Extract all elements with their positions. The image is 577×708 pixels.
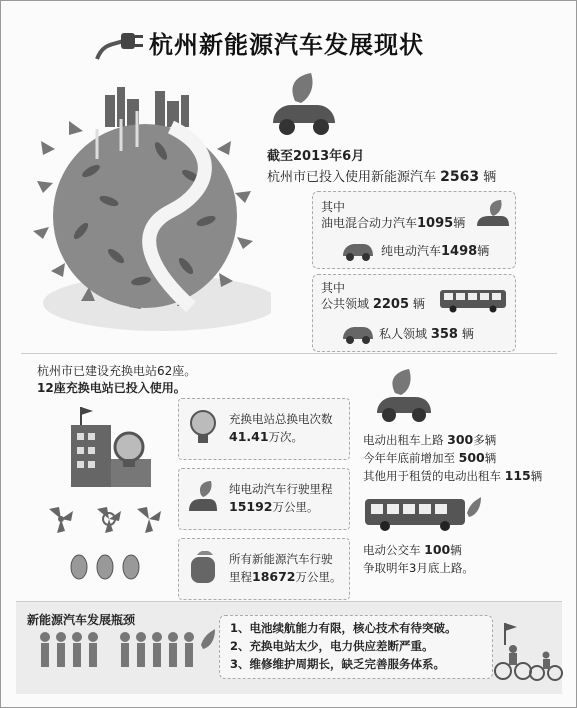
- private-label: 私人领域: [379, 327, 428, 341]
- leaf-car-icon-small: [187, 481, 219, 517]
- bottleneck-item: 2、充换电站太少，电力供应差断严重。: [230, 639, 434, 653]
- lightbulb-icon: [187, 409, 219, 449]
- private-unit: 辆: [461, 327, 474, 341]
- electric-bus-icon: [363, 495, 483, 533]
- swap-number: 41.41: [229, 429, 269, 444]
- summary-total: [267, 167, 496, 188]
- private-number: 358: [430, 327, 458, 342]
- station-line-1: 杭州市已建设充换电站62座。: [37, 364, 197, 378]
- all-mileage-label: 所有新能源汽车行驶: [229, 552, 333, 566]
- swap-stat: [229, 411, 333, 446]
- taxi-line-2: [363, 449, 542, 467]
- taxi-line-3: [363, 467, 542, 485]
- bus-l1-label: 电动公交车: [363, 543, 421, 557]
- taxi-l2-unit: 辆: [484, 451, 497, 465]
- bottleneck-item: 3、维修维护周期长，缺乏完善服务体系。: [230, 657, 445, 671]
- ev-mileage-box: [178, 468, 350, 530]
- hybrid-number: 1095: [417, 216, 454, 231]
- taxi-l1-label: 电动出租车上路: [363, 433, 444, 447]
- swap-unit: 万次。: [268, 430, 304, 444]
- leaf-car-icon: [269, 71, 339, 141]
- charging-station-illustration: [61, 403, 161, 493]
- all-mileage-number: 18672: [252, 569, 296, 584]
- pure-ev-stat: [381, 242, 489, 261]
- bottleneck-list: [219, 615, 493, 679]
- all-mileage-stat: [229, 551, 342, 586]
- bus-stats: [363, 541, 474, 577]
- bus-line-2: 争取明年3月底上路。: [363, 561, 474, 575]
- cyclists-icon: [493, 619, 563, 683]
- ev-small-icon: [341, 236, 375, 262]
- pure-ev-unit: 辆: [477, 244, 490, 258]
- taxi-line-1: [363, 431, 542, 449]
- taxi-l2-number: 500: [458, 450, 485, 465]
- ev-mileage-label: 纯电动汽车行驶里程: [229, 482, 333, 496]
- leaf-car-small-icon: [475, 200, 511, 230]
- private-stat: [379, 325, 474, 344]
- swap-stat-box: [178, 398, 350, 460]
- people-icon: [35, 629, 215, 673]
- taxi-l1-unit: 多辆: [473, 433, 497, 447]
- summary-total-unit: 辆: [483, 170, 497, 185]
- bus-l1-unit: 辆: [450, 543, 462, 557]
- tire-icon: [187, 551, 219, 587]
- swap-value: [229, 428, 333, 446]
- taxi-l1-number: 300: [447, 432, 474, 447]
- page-title: 杭州新能源汽车发展现状: [149, 31, 424, 59]
- bottleneck-title: 新能源汽车发展瓶颈: [27, 613, 136, 627]
- bus-line-1: [363, 541, 474, 559]
- bus-l1-number: 100: [424, 542, 451, 557]
- summary-stat: [267, 147, 496, 188]
- taxi-l2-label: 今年年底前增加至: [363, 451, 455, 465]
- energy-illustration: [43, 503, 173, 593]
- public-number: 2205: [372, 297, 410, 312]
- summary-total-number: 2563: [440, 169, 480, 185]
- globe-illustration: [21, 81, 271, 341]
- bottleneck-item: 1、电池续航能力有限，核心技术有待突破。: [230, 621, 457, 635]
- all-mileage-box: [178, 538, 350, 600]
- pure-ev-number: 1498: [441, 244, 478, 259]
- taxi-l3-label: 其他用于租赁的电动出租车: [363, 469, 501, 483]
- all-mileage-unit: 万公里。: [295, 570, 342, 584]
- vehicle-field-box: [312, 274, 516, 352]
- public-label: 公共领域: [321, 297, 370, 311]
- station-line-2: 12座充换电站已投入使用。: [37, 381, 186, 395]
- all-mileage-pre: 里程: [229, 570, 252, 584]
- hybrid-label: 油电混合动力汽车: [321, 216, 418, 230]
- box-label: 其中: [321, 200, 346, 214]
- ev-mileage-stat: [229, 481, 333, 516]
- vehicle-type-box: [312, 191, 516, 269]
- plug-icon: [93, 23, 145, 63]
- all-mileage-value: [229, 568, 342, 586]
- hybrid-stat: [321, 214, 465, 233]
- ev-mileage-unit: 万公里。: [272, 500, 319, 514]
- box-label: 其中: [321, 281, 346, 295]
- public-unit: 辆: [412, 297, 425, 311]
- bus-icon: [439, 289, 509, 313]
- private-car-icon: [341, 319, 375, 345]
- leaf-taxi-icon: [373, 369, 433, 425]
- swap-label: 充换电站总换电次数: [229, 412, 333, 426]
- summary-total-label: 杭州市已投入使用新能源汽车: [267, 170, 437, 185]
- taxi-stats: [363, 431, 542, 485]
- taxi-l3-number: 115: [504, 468, 531, 483]
- ev-mileage-number: 15192: [229, 499, 273, 514]
- taxi-l3-unit: 辆: [530, 469, 543, 483]
- public-stat: [321, 295, 425, 314]
- hybrid-unit: 辆: [453, 216, 466, 230]
- station-intro: [37, 363, 196, 397]
- ev-mileage-value: [229, 498, 333, 516]
- divider: [21, 353, 557, 354]
- summary-date: 截至2013年6月: [267, 149, 365, 164]
- pure-ev-label: 纯电动汽车: [381, 244, 442, 258]
